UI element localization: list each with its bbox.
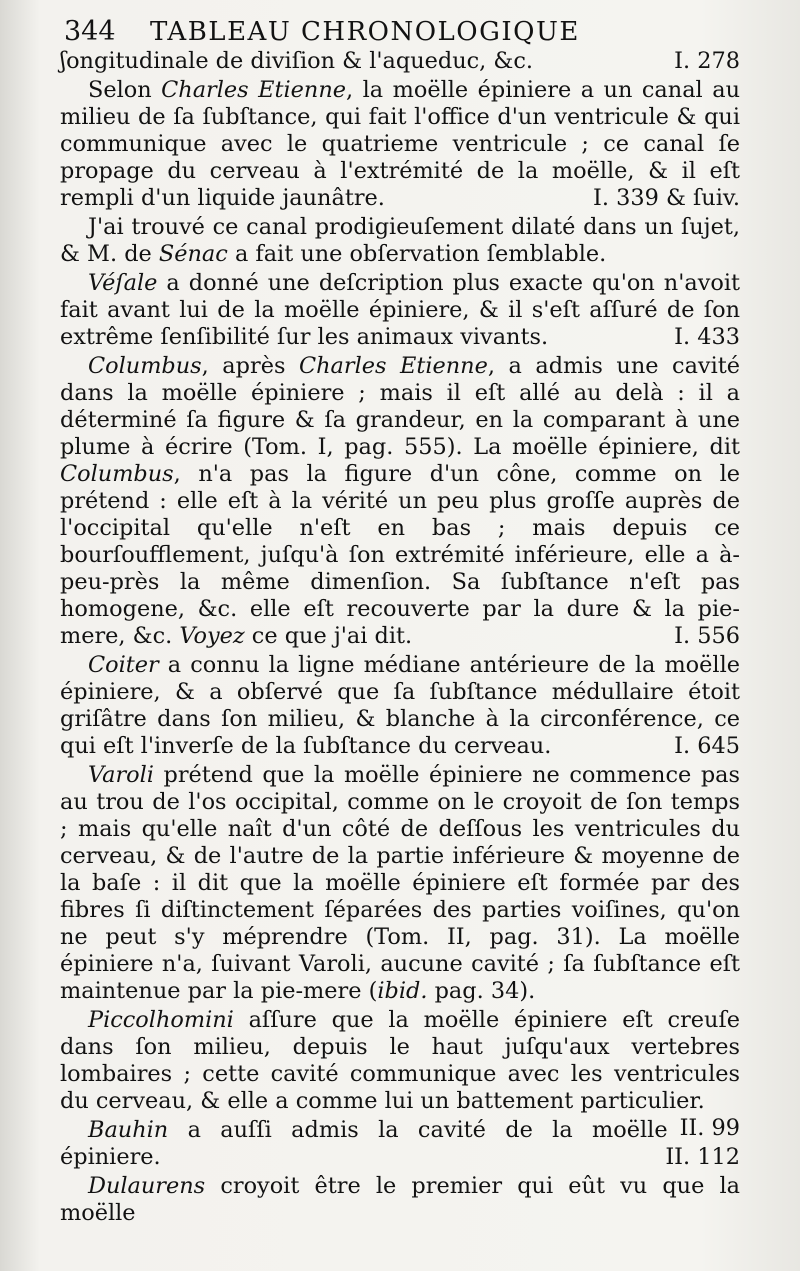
volume-page-reference: I. 433: [674, 324, 740, 350]
running-title: TABLEAU CHRONOLOGIQUE: [150, 17, 580, 47]
author-name: Bauhin: [88, 1117, 169, 1143]
volume-page-reference: I. 556: [674, 623, 740, 649]
entry-text: a donné une deſcription plus exacte qu'on n'avoit fait avant lui de la moëlle épiniere, & il s'eſt aſſuré de ſon extrême ſenſibilité ſur les animaux vivants.: [60, 270, 740, 350]
author-name: Voyez: [179, 623, 245, 649]
entry-text: , a admis une cavité dans la moëlle épiniere ; mais il eſt allé au delà : il a déterminé ſa figure & ſa grandeur, en la comparant à une plume à écrire (Tom. I, pag. 555). La moëlle épiniere, dit: [60, 353, 740, 460]
entry-text: aſſure que la moëlle épiniere eſt creuſe dans ſon milieu, depuis le haut juſqu'aux vertebres lombaires ; cette cavité communique avec les ventricules du cerveau, & elle a comme lui un battement particulier.: [60, 1007, 740, 1114]
entry-text: a fait une obſervation ſemblable.: [227, 241, 607, 267]
entry-text: , n'a pas la figure d'un cône, comme on le prétend : elle eſt à la vérité un peu plus groſſe auprès de l'occipital qu'elle n'eſt en bas ; mais depuis ce bourſoufflement, juſqu'à ſon extrémité inférieure, elle a à-peu-près la même dimenſion. Sa ſubſtance n'eſt pas homogene, &c. elle eſt recouverte par la dure & la pie-mere, &c.: [60, 461, 740, 649]
author-name: Coiter: [88, 652, 159, 678]
author-name: Sénac: [158, 241, 228, 267]
page-body: [60, 48, 740, 1229]
author-name: Columbus: [88, 353, 202, 379]
volume-page-reference: I. 339 & ſuiv.: [593, 185, 740, 211]
entry-text: J'ai trouvé ce canal prodigieuſement dilaté dans un ſujet, & M. de: [60, 214, 740, 267]
running-header: [64, 14, 764, 50]
chronology-entry: [60, 762, 740, 1005]
author-name: Charles Etienne: [298, 353, 488, 379]
author-name: Dulaurens: [88, 1173, 206, 1199]
author-name: Charles Etienne: [161, 77, 347, 103]
author-name: Varoli: [88, 762, 154, 788]
volume-page-reference: I. 645: [674, 733, 740, 759]
entry-text: a connu la ligne médiane antérieure de la moëlle épiniere, & a obſervé que ſa ſubſtance médullaire étoit griſâtre dans ſon milieu, & blanche à la circonférence, ce qui eſt l'inverſe de la ſubſtance du cerveau.: [60, 652, 740, 759]
page-number: 344: [64, 16, 116, 47]
entry-text: Selon: [88, 77, 162, 103]
chronology-entry: [60, 214, 740, 268]
entry-text: croyoit être le premier qui eût vu que la moëlle: [60, 1173, 740, 1226]
volume-page-reference: II. 112: [665, 1144, 740, 1170]
chronology-entry: [60, 48, 740, 75]
entry-text: ce que j'ai dit.: [244, 623, 413, 649]
chronology-entry: [60, 77, 740, 212]
chronology-entry: [60, 1117, 740, 1171]
chronology-entry: [60, 652, 740, 760]
author-name: Véſale: [88, 270, 158, 296]
volume-page-reference: I. 278: [674, 48, 740, 74]
author-name: Columbus: [60, 461, 174, 487]
entry-text: pag. 34).: [427, 978, 536, 1004]
entry-text: , la moëlle épiniere a un canal au milieu de ſa ſubſtance, qui fait l'office d'un ventricule & qui communique avec le quatrieme ventricule ; ce canal ſe propage du cerveau à l'extrémité de la moëlle, & il eſt rempli d'un liquide jaunâtre.: [60, 77, 740, 211]
author-name: ibid.: [377, 978, 428, 1004]
author-name: Piccolhomini: [88, 1007, 234, 1033]
chronology-entry: [60, 1173, 740, 1227]
chronology-entry: [60, 270, 740, 351]
chronology-entry: [60, 353, 740, 650]
volume-page-reference: II. 99: [679, 1115, 740, 1141]
entry-text: prétend que la moëlle épiniere ne commence pas au trou de l'os occipital, comme on le croyoit de ſon temps ; mais qu'elle naît d'un côté de deſſous les ventricules du cerveau, & de l'autre de la partie inférieure & moyenne de la baſe : il dit que la moëlle épiniere eſt formée par des fibres ſi diſtinctement ſéparées des parties voiſines, qu'on ne peut s'y méprendre (Tom. II, pag. 31). La moëlle épiniere n'a, ſuivant Varoli, aucune cavité ; ſa ſubſtance eſt maintenue par la pie-mere (: [60, 762, 740, 1004]
entry-text: , après: [201, 353, 299, 379]
entry-text: a auſſi admis la cavité de la moëlle épiniere.: [60, 1117, 668, 1170]
entry-text: ʃongitudinale de diviſion & l'aqueduc, &c.: [60, 48, 533, 74]
